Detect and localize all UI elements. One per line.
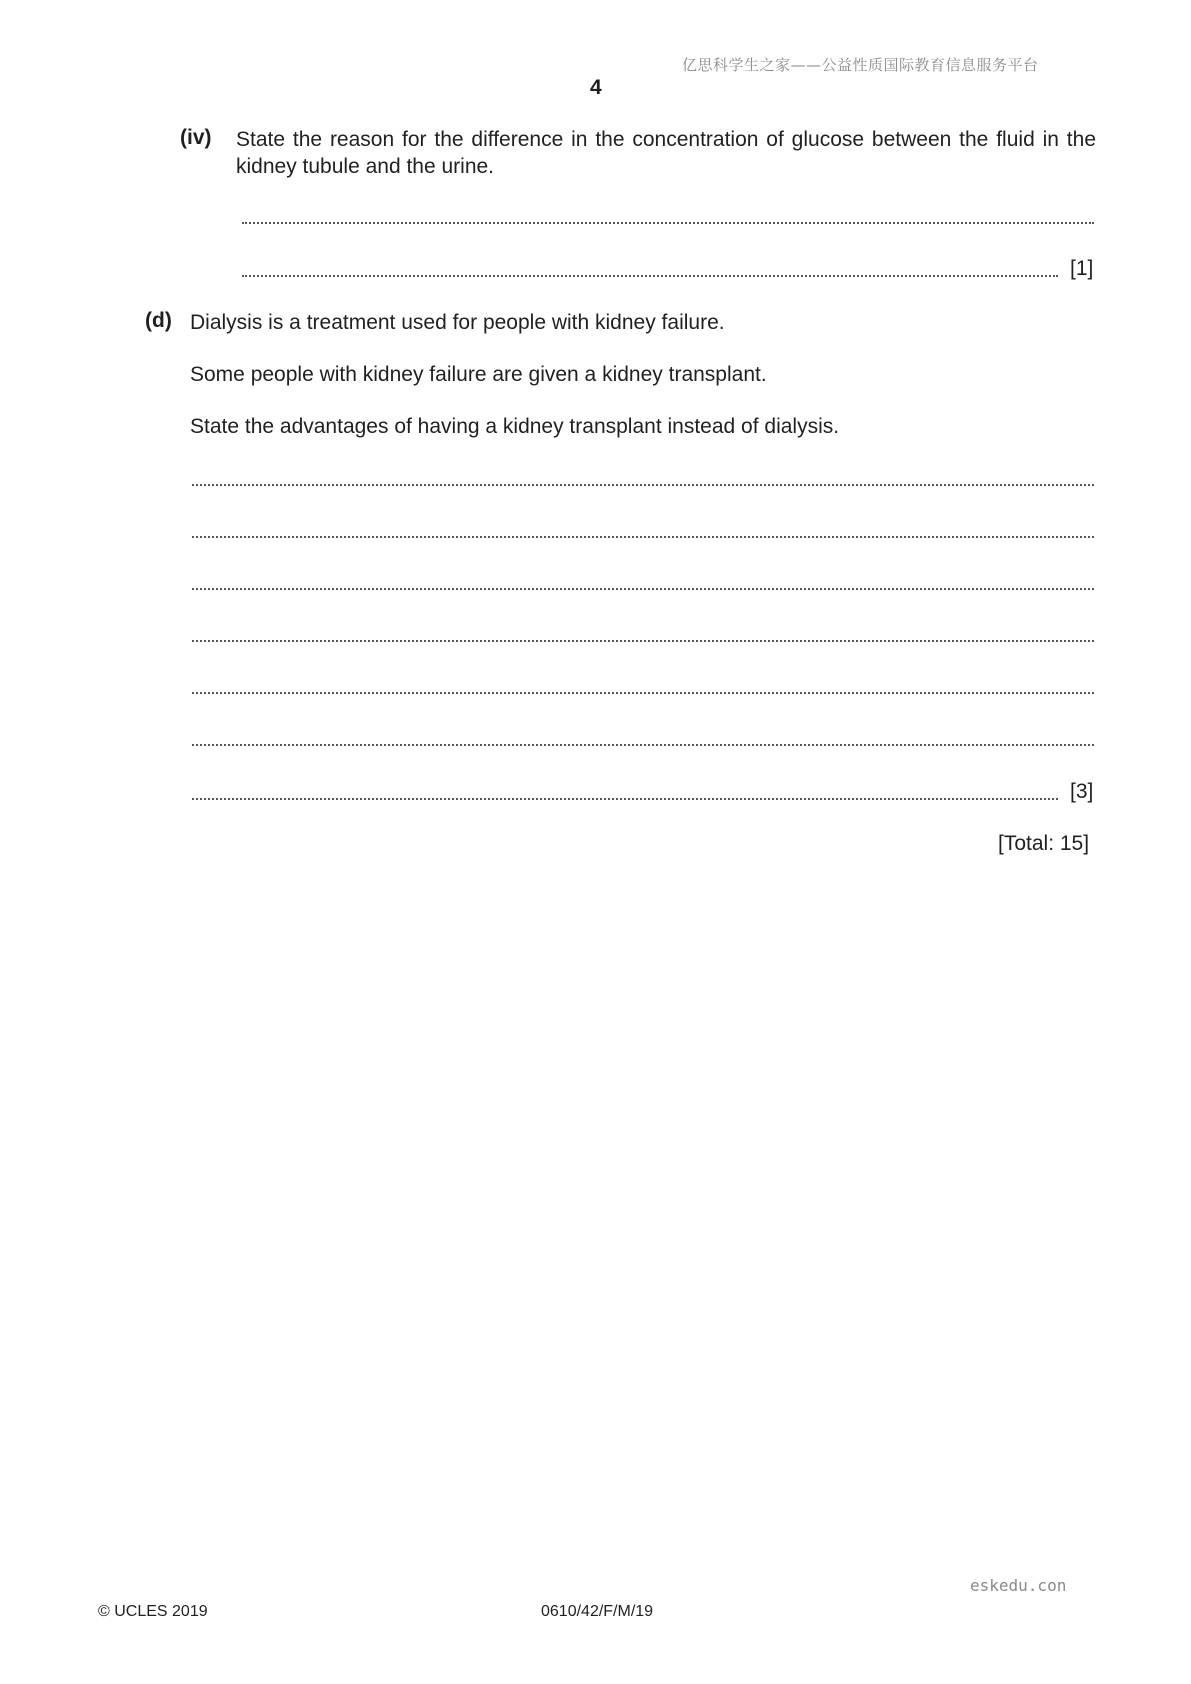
answer-line-d-5[interactable]	[192, 692, 1094, 694]
question-d-line3: State the advantages of having a kidney transplant instead of dialysis.	[190, 415, 840, 438]
answer-line-d-4[interactable]	[192, 640, 1094, 642]
question-d-line2: Some people with kidney failure are given a kidney transplant.	[190, 363, 767, 386]
page-number: 4	[590, 76, 602, 99]
answer-line-iv-1[interactable]	[242, 222, 1094, 224]
answer-line-d-3[interactable]	[192, 588, 1094, 590]
paper-code: 0610/42/F/M/19	[541, 1603, 654, 1620]
question-d-line1: Dialysis is a treatment used for people with kidney failure.	[190, 311, 725, 334]
site-watermark: eskedu.con	[970, 1576, 1067, 1595]
question-iv-text: State the reason for the difference in the concentration of glucose between the fluid in the kidney tubule and the urine.	[236, 128, 1096, 178]
answer-line-d-7[interactable]	[192, 798, 1058, 800]
question-d-label: (d)	[145, 309, 172, 332]
marks-iv: [1]	[1070, 257, 1094, 280]
answer-line-iv-2[interactable]	[242, 275, 1058, 277]
answer-line-d-1[interactable]	[192, 484, 1094, 486]
total-marks: [Total: 15]	[998, 832, 1090, 855]
copyright: © UCLES 2019	[98, 1603, 208, 1620]
marks-d: [3]	[1070, 780, 1094, 803]
question-iv-label: (iv)	[180, 126, 212, 149]
answer-line-d-2[interactable]	[192, 536, 1094, 538]
watermark-text: 亿思科学生之家——公益性质国际教育信息服务平台	[682, 56, 1039, 74]
answer-line-d-6[interactable]	[192, 744, 1094, 746]
